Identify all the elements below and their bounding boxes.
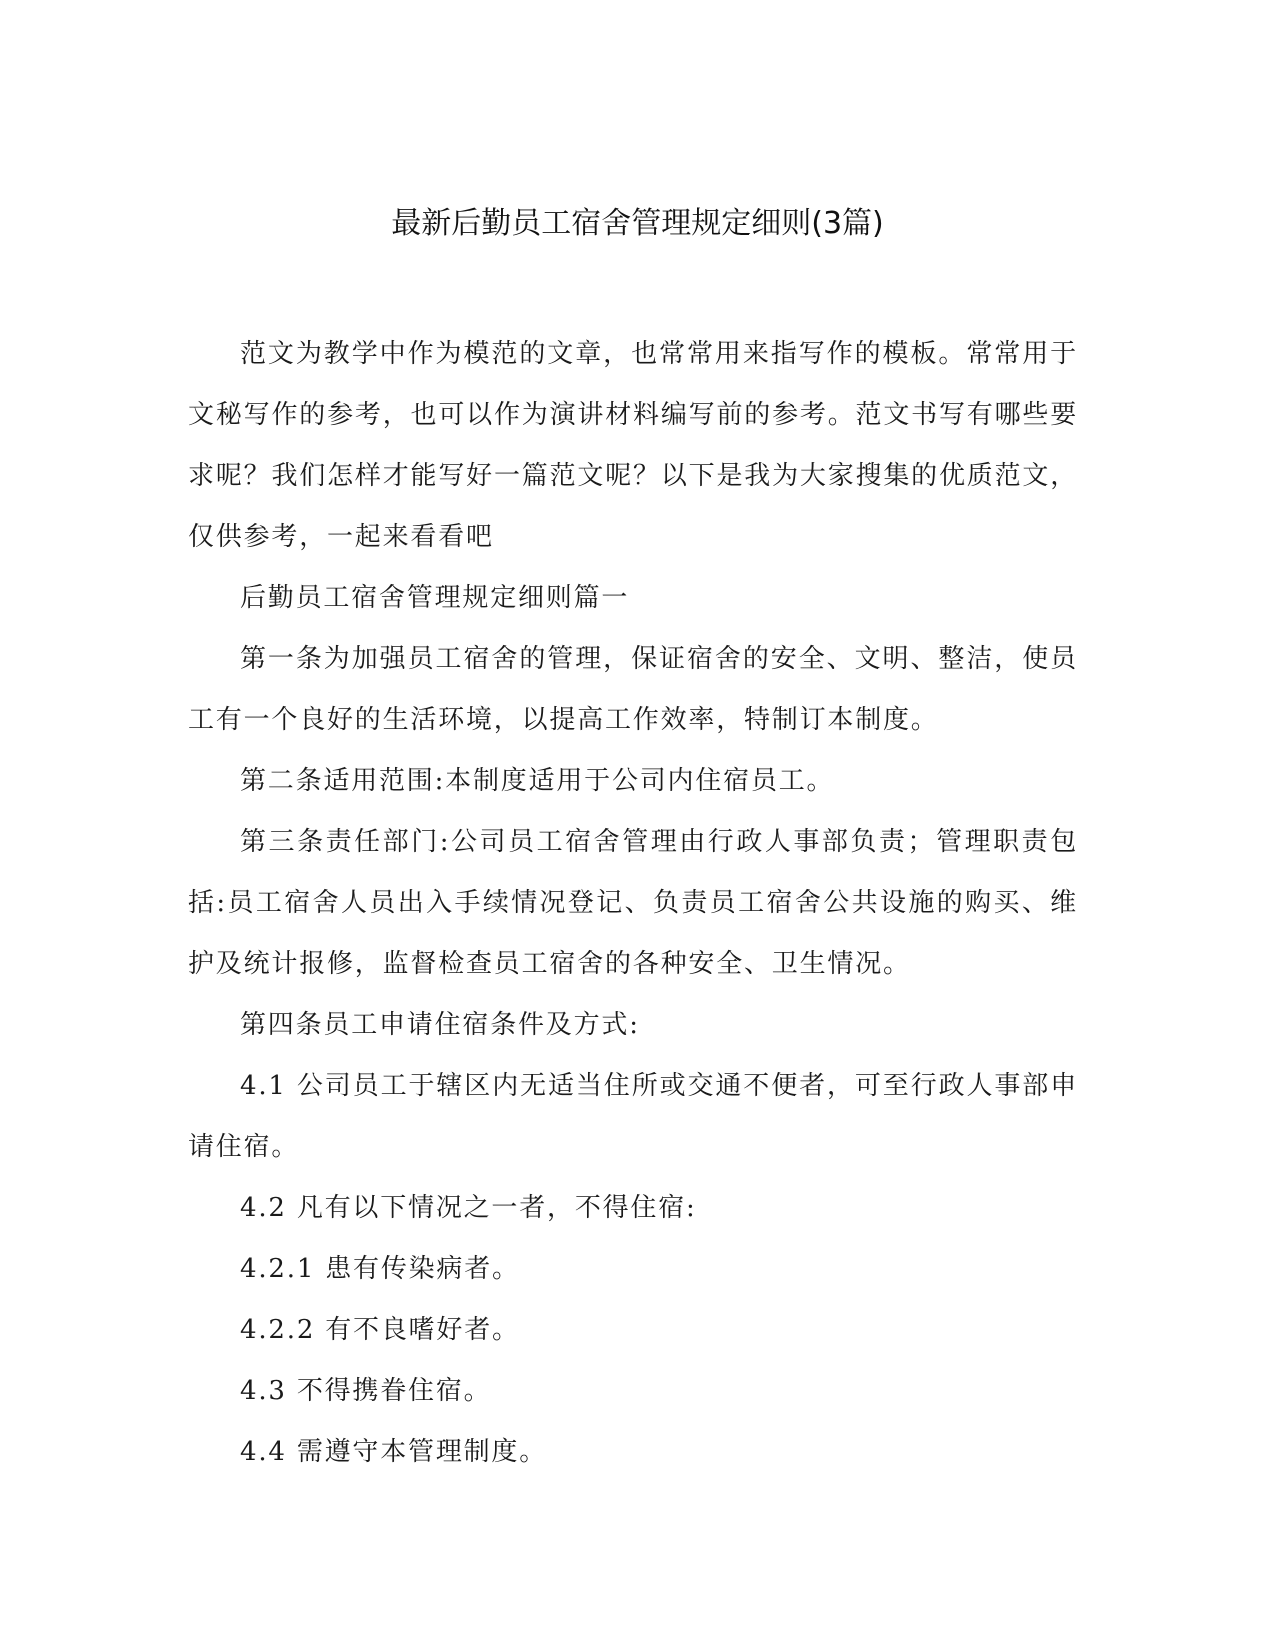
paragraph-item-4-1: 4.1 公司员工于辖区内无适当住所或交通不便者，可至行政人事部申请住宿。 <box>188 1071 1078 1162</box>
paragraph-article-3: 第三条责任部门:公司员工宿舍管理由行政人事部负责；管理职责包括:员工宿舍人员出入手续情况登记、负责员工宿舍公共设施的购买、维护及统计报修，监督检查员工宿舍的各种安全、卫生情况。 <box>188 827 1078 979</box>
document-title: 最新后勤员工宿舍管理规定细则(3篇) <box>391 206 884 241</box>
paragraph-intro: 范文为教学中作为模范的文章，也常常用来指写作的模板。常常用于文秘写作的参考，也可以作为演讲材料编写前的参考。范文书写有哪些要求呢？我们怎样才能写好一篇范文呢？以下是我为大家搜集的优质范文，仅供参考，一起来看看吧 <box>188 339 1078 552</box>
paragraph-item-4-4: 4.4 需遵守本管理制度。 <box>240 1437 548 1467</box>
paragraph-item-4-3: 4.3 不得携眷住宿。 <box>240 1376 492 1406</box>
paragraph-item-4-2-2: 4.2.2 有不良嗜好者。 <box>240 1315 520 1345</box>
paragraph-item-4-2: 4.2 凡有以下情况之一者，不得住宿: <box>240 1193 697 1223</box>
document-body <box>188 324 1078 1483</box>
paragraph-item-4-2-1: 4.2.1 患有传染病者。 <box>240 1254 520 1284</box>
paragraph-article-1: 第一条为加强员工宿舍的管理，保证宿舍的安全、文明、整洁，使员工有一个良好的生活环境，以提高工作效率，特制订本制度。 <box>188 644 1078 735</box>
section-heading: 后勤员工宿舍管理规定细则篇一 <box>240 583 630 613</box>
paragraph-article-4: 第四条员工申请住宿条件及方式: <box>240 1010 640 1040</box>
paragraph-article-2: 第二条适用范围:本制度适用于公司内住宿员工。 <box>240 766 835 796</box>
